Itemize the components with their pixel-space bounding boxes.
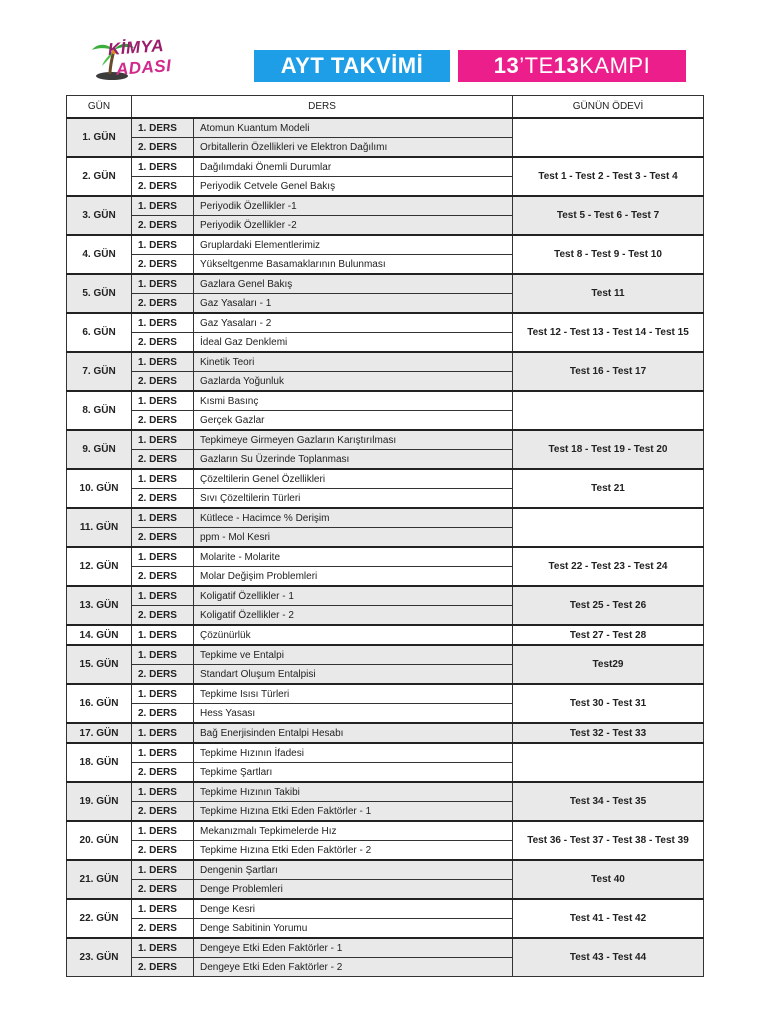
- lesson-number: 1. DERS: [132, 274, 194, 294]
- lesson-number: 1. DERS: [132, 118, 194, 138]
- lesson-topic: Molarite - Molarite: [194, 547, 513, 567]
- day-cell: 16. GÜN: [67, 684, 132, 723]
- day-cell: 10. GÜN: [67, 469, 132, 508]
- lesson-topic: Mekanızmalı Tepkimelerde Hız: [194, 821, 513, 841]
- day-cell: 13. GÜN: [67, 586, 132, 625]
- homework-cell: [513, 391, 704, 430]
- lesson-number: 2. DERS: [132, 704, 194, 724]
- lesson-number: 2. DERS: [132, 958, 194, 977]
- homework-cell: Test 21: [513, 469, 704, 508]
- homework-cell: Test 30 - Test 31: [513, 684, 704, 723]
- lesson-number: 1. DERS: [132, 469, 194, 489]
- lesson-topic: Periyodik Özellikler -2: [194, 216, 513, 236]
- day-cell: 7. GÜN: [67, 352, 132, 391]
- lesson-topic: Tepkime Isısı Türleri: [194, 684, 513, 704]
- table-row: [67, 430, 704, 450]
- lesson-topic: Kinetik Teori: [194, 352, 513, 372]
- homework-cell: Test 25 - Test 26: [513, 586, 704, 625]
- lesson-number: 1. DERS: [132, 743, 194, 763]
- lesson-topic: Gaz Yasaları - 2: [194, 313, 513, 333]
- lesson-number: 2. DERS: [132, 665, 194, 685]
- lesson-topic: Kısmi Basınç: [194, 391, 513, 411]
- lesson-topic: Tepkime Hızına Etki Eden Faktörler - 2: [194, 841, 513, 861]
- lesson-number: 1. DERS: [132, 352, 194, 372]
- lesson-topic: Dengeye Etki Eden Faktörler - 2: [194, 958, 513, 977]
- table-row: [67, 235, 704, 255]
- lesson-topic: Periyodik Cetvele Genel Bakış: [194, 177, 513, 197]
- lesson-topic: Yükseltgenme Basamaklarının Bulunması: [194, 255, 513, 275]
- homework-cell: Test 1 - Test 2 - Test 3 - Test 4: [513, 157, 704, 196]
- table-row: [67, 118, 704, 138]
- lesson-topic: Hess Yasası: [194, 704, 513, 724]
- lesson-number: 1. DERS: [132, 938, 194, 958]
- lesson-number: 1. DERS: [132, 313, 194, 333]
- header-day: GÜN: [67, 96, 132, 119]
- day-cell: 1. GÜN: [67, 118, 132, 157]
- lesson-number: 1. DERS: [132, 723, 194, 743]
- lesson-number: 2. DERS: [132, 138, 194, 158]
- lesson-number: 1. DERS: [132, 508, 194, 528]
- homework-cell: Test 27 - Test 28: [513, 625, 704, 645]
- lesson-number: 1. DERS: [132, 860, 194, 880]
- lesson-topic: Sıvı Çözeltilerin Türleri: [194, 489, 513, 509]
- page-title: AYT TAKVİMİ: [254, 50, 450, 82]
- lesson-number: 1. DERS: [132, 157, 194, 177]
- lesson-topic: Tepkime ve Entalpi: [194, 645, 513, 665]
- lesson-number: 2. DERS: [132, 802, 194, 822]
- day-cell: 6. GÜN: [67, 313, 132, 352]
- homework-cell: Test 11: [513, 274, 704, 313]
- brand-name-line1: KİMYA: [107, 36, 165, 59]
- day-cell: 19. GÜN: [67, 782, 132, 821]
- lesson-number: 1. DERS: [132, 625, 194, 645]
- homework-cell: Test 18 - Test 19 - Test 20: [513, 430, 704, 469]
- lesson-topic: Tepkime Hızının Takibi: [194, 782, 513, 802]
- homework-cell: Test 16 - Test 17: [513, 352, 704, 391]
- day-cell: 8. GÜN: [67, 391, 132, 430]
- lesson-topic: Gazların Su Üzerinde Toplanması: [194, 450, 513, 470]
- table-row: [67, 645, 704, 665]
- day-cell: 15. GÜN: [67, 645, 132, 684]
- homework-cell: Test 12 - Test 13 - Test 14 - Test 15: [513, 313, 704, 352]
- table-row: [67, 508, 704, 528]
- day-cell: 14. GÜN: [67, 625, 132, 645]
- table-row: [67, 938, 704, 958]
- homework-cell: Test 34 - Test 35: [513, 782, 704, 821]
- homework-cell: Test 41 - Test 42: [513, 899, 704, 938]
- table-row: [67, 723, 704, 743]
- header-homework: GÜNÜN ÖDEVİ: [513, 96, 704, 119]
- table-header-row: [67, 96, 704, 119]
- lesson-number: 1. DERS: [132, 684, 194, 704]
- lesson-topic: Gruplardaki Elementlerimiz: [194, 235, 513, 255]
- lesson-number: 2. DERS: [132, 763, 194, 783]
- lesson-number: 2. DERS: [132, 880, 194, 900]
- day-cell: 18. GÜN: [67, 743, 132, 782]
- lesson-topic: Gerçek Gazlar: [194, 411, 513, 431]
- lesson-topic: Periyodik Özellikler -1: [194, 196, 513, 216]
- lesson-number: 1. DERS: [132, 430, 194, 450]
- lesson-number: 2. DERS: [132, 841, 194, 861]
- lesson-topic: Denge Kesri: [194, 899, 513, 919]
- lesson-topic: Denge Problemleri: [194, 880, 513, 900]
- lesson-topic: Atomun Kuantum Modeli: [194, 118, 513, 138]
- day-cell: 23. GÜN: [67, 938, 132, 977]
- table-row: [67, 625, 704, 645]
- lesson-number: 1. DERS: [132, 235, 194, 255]
- table-row: [67, 684, 704, 704]
- lesson-topic: Çözeltilerin Genel Özellikleri: [194, 469, 513, 489]
- day-cell: 12. GÜN: [67, 547, 132, 586]
- homework-cell: Test 32 - Test 33: [513, 723, 704, 743]
- lesson-topic: Koligatif Özellikler - 2: [194, 606, 513, 626]
- day-cell: 2. GÜN: [67, 157, 132, 196]
- lesson-topic: Gazlara Genel Bakış: [194, 274, 513, 294]
- lesson-number: 2. DERS: [132, 372, 194, 392]
- lesson-number: 1. DERS: [132, 586, 194, 606]
- table-row: [67, 743, 704, 763]
- homework-cell: Test 8 - Test 9 - Test 10: [513, 235, 704, 274]
- lesson-topic: Koligatif Özellikler - 1: [194, 586, 513, 606]
- table-row: [67, 782, 704, 802]
- lesson-topic: Çözünürlük: [194, 625, 513, 645]
- table-row: [67, 547, 704, 567]
- lesson-number: 2. DERS: [132, 294, 194, 314]
- table-row: [67, 313, 704, 333]
- camp-title-end: KAMPI: [579, 53, 651, 78]
- lesson-number: 1. DERS: [132, 782, 194, 802]
- homework-cell: [513, 118, 704, 157]
- day-cell: 17. GÜN: [67, 723, 132, 743]
- day-cell: 11. GÜN: [67, 508, 132, 547]
- camp-title-suffix: ’TE: [519, 53, 554, 78]
- lesson-number: 2. DERS: [132, 606, 194, 626]
- homework-cell: [513, 743, 704, 782]
- lesson-number: 1. DERS: [132, 196, 194, 216]
- homework-cell: Test 5 - Test 6 - Test 7: [513, 196, 704, 235]
- lesson-number: 2. DERS: [132, 450, 194, 470]
- table-row: [67, 391, 704, 411]
- lesson-number: 2. DERS: [132, 567, 194, 587]
- day-cell: 20. GÜN: [67, 821, 132, 860]
- day-cell: 5. GÜN: [67, 274, 132, 313]
- lesson-topic: Molar Değişim Problemleri: [194, 567, 513, 587]
- day-cell: 4. GÜN: [67, 235, 132, 274]
- day-cell: 21. GÜN: [67, 860, 132, 899]
- lesson-topic: ppm - Mol Kesri: [194, 528, 513, 548]
- lesson-topic: Gazlarda Yoğunluk: [194, 372, 513, 392]
- lesson-number: 2. DERS: [132, 255, 194, 275]
- lesson-number: 2. DERS: [132, 411, 194, 431]
- lesson-number: 2. DERS: [132, 489, 194, 509]
- table-row: [67, 274, 704, 294]
- table-row: [67, 157, 704, 177]
- schedule-body: [67, 118, 704, 977]
- table-row: [67, 821, 704, 841]
- homework-cell: Test 36 - Test 37 - Test 38 - Test 39: [513, 821, 704, 860]
- lesson-number: 1. DERS: [132, 821, 194, 841]
- brand-logo: [86, 38, 196, 88]
- table-row: [67, 469, 704, 489]
- lesson-number: 1. DERS: [132, 391, 194, 411]
- lesson-topic: Gaz Yasaları - 1: [194, 294, 513, 314]
- header-lesson: DERS: [132, 96, 513, 119]
- lesson-topic: Tepkime Hızının İfadesi: [194, 743, 513, 763]
- lesson-number: 1. DERS: [132, 547, 194, 567]
- lesson-topic: Orbitallerin Özellikleri ve Elektron Dağılımı: [194, 138, 513, 158]
- lesson-topic: Standart Oluşum Entalpisi: [194, 665, 513, 685]
- lesson-number: 2. DERS: [132, 919, 194, 939]
- camp-title: [458, 50, 686, 82]
- homework-cell: Test 43 - Test 44: [513, 938, 704, 977]
- table-row: [67, 352, 704, 372]
- lesson-topic: Denge Sabitinin Yorumu: [194, 919, 513, 939]
- lesson-topic: Kütlece - Hacimce % Derişim: [194, 508, 513, 528]
- lesson-topic: Tepkimeye Girmeyen Gazların Karıştırılması: [194, 430, 513, 450]
- homework-cell: Test 40: [513, 860, 704, 899]
- lesson-topic: Dengeye Etki Eden Faktörler - 1: [194, 938, 513, 958]
- homework-cell: Test29: [513, 645, 704, 684]
- day-cell: 3. GÜN: [67, 196, 132, 235]
- table-row: [67, 586, 704, 606]
- lesson-number: 1. DERS: [132, 645, 194, 665]
- lesson-topic: İdeal Gaz Denklemi: [194, 333, 513, 353]
- camp-title-number: 13: [493, 53, 520, 78]
- table-row: [67, 899, 704, 919]
- lesson-number: 2. DERS: [132, 333, 194, 353]
- lesson-number: 2. DERS: [132, 528, 194, 548]
- table-row: [67, 860, 704, 880]
- table-row: [67, 196, 704, 216]
- lesson-number: 2. DERS: [132, 216, 194, 236]
- homework-cell: Test 22 - Test 23 - Test 24: [513, 547, 704, 586]
- lesson-topic: Tepkime Hızına Etki Eden Faktörler - 1: [194, 802, 513, 822]
- homework-cell: [513, 508, 704, 547]
- day-cell: 9. GÜN: [67, 430, 132, 469]
- day-cell: 22. GÜN: [67, 899, 132, 938]
- lesson-topic: Tepkime Şartları: [194, 763, 513, 783]
- brand-name-line2: ADASI: [115, 56, 172, 79]
- schedule-table: [66, 95, 704, 977]
- lesson-topic: Dengenin Şartları: [194, 860, 513, 880]
- lesson-number: 1. DERS: [132, 899, 194, 919]
- lesson-topic: Bağ Enerjisinden Entalpi Hesabı: [194, 723, 513, 743]
- camp-title-number-2: 13: [553, 53, 580, 78]
- lesson-topic: Dağılımdaki Önemli Durumlar: [194, 157, 513, 177]
- lesson-number: 2. DERS: [132, 177, 194, 197]
